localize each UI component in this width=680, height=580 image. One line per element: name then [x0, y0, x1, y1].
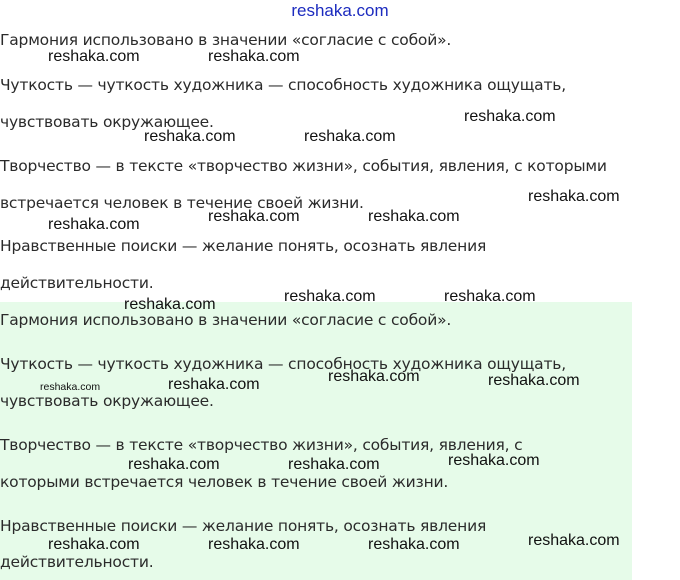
watermark: reshaka.com	[444, 288, 536, 305]
watermark-small: reshaka.com	[40, 381, 101, 393]
watermark: reshaka.com	[128, 456, 220, 473]
watermark: reshaka.com	[528, 532, 620, 549]
watermark: reshaka.com	[208, 536, 300, 553]
top-line-5: встречается человек в течение своей жизни.	[0, 194, 364, 212]
panel-line-1: Гармония использовано в значении «согласие с собой».	[0, 311, 452, 329]
watermark: reshaka.com	[168, 376, 260, 393]
watermark: reshaka.com	[48, 48, 140, 65]
top-line-4: Творчество — в тексте «творчество жизни», события, явления, с которыми	[0, 157, 607, 175]
watermark: reshaka.com	[144, 128, 236, 145]
top-line-1: Гармония использовано в значении «согласие с собой».	[0, 31, 452, 49]
panel-line-5: которыми встречается человек в течение своей жизни.	[0, 473, 449, 491]
watermark: reshaka.com	[368, 208, 460, 225]
top-line-6: Нравственные поиски — желание понять, осознать явления	[0, 237, 487, 255]
watermark: reshaka.com	[48, 536, 140, 553]
watermark: reshaka.com	[328, 368, 420, 385]
watermark: reshaka.com	[208, 48, 300, 65]
watermark: reshaka.com	[464, 108, 556, 125]
watermark: reshaka.com	[48, 216, 140, 233]
top-line-7: действительности.	[0, 274, 154, 292]
watermark: reshaka.com	[488, 372, 580, 389]
panel-line-6: Нравственные поиски — желание понять, осознать явления	[0, 517, 487, 535]
watermark: reshaka.com	[288, 456, 380, 473]
site-header[interactable]: reshaka.com	[291, 1, 389, 20]
watermark: reshaka.com	[448, 452, 540, 469]
watermark: reshaka.com	[528, 188, 620, 205]
top-line-3: чувствовать окружающее.	[0, 113, 214, 131]
watermark: reshaka.com	[368, 536, 460, 553]
top-line-2: Чуткость — чуткость художника — способность художника ощущать,	[0, 76, 566, 94]
panel-line-7: действительности.	[0, 553, 154, 571]
panel-line-3: чувствовать окружающее.	[0, 392, 214, 410]
watermark: reshaka.com	[304, 128, 396, 145]
panel-line-4: Творчество — в тексте «творчество жизни», события, явления, с	[0, 436, 523, 454]
panel-line-2: Чуткость — чуткость художника — способность художника ощущать,	[0, 355, 566, 373]
watermark: reshaka.com	[284, 288, 376, 305]
watermark: reshaka.com	[124, 296, 216, 313]
watermark: reshaka.com	[208, 208, 300, 225]
